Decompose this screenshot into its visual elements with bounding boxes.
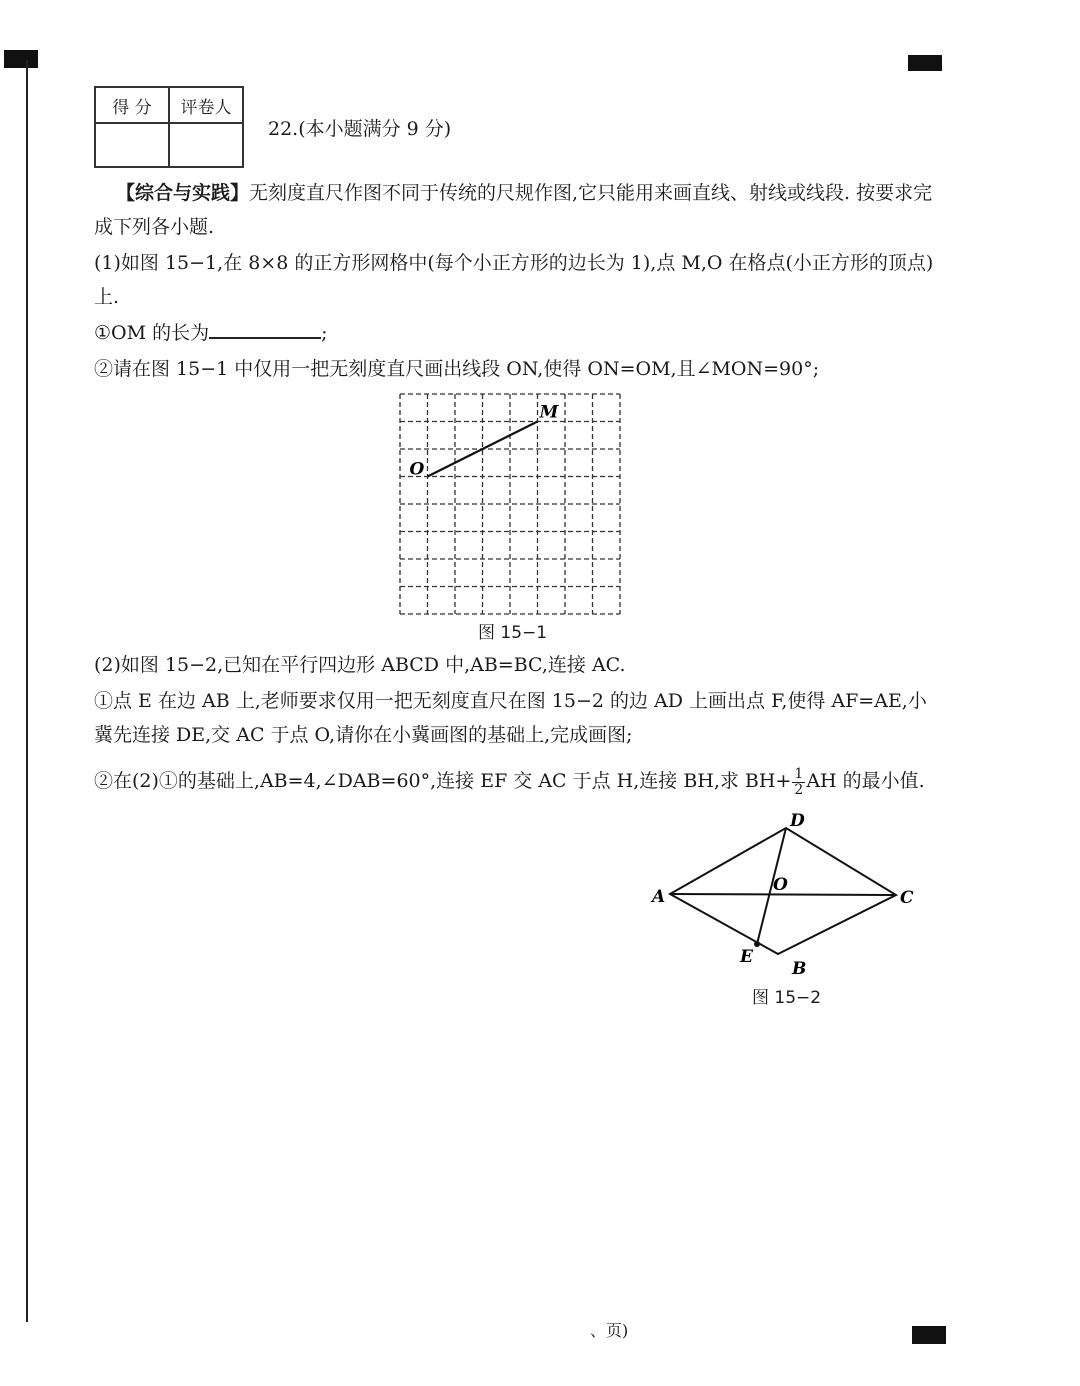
label-o: O (409, 459, 425, 480)
score-table (94, 86, 244, 168)
part2-question1: ①点 E 在边 AB 上,老师要求仅用一把无刻度直尺在图 15−2 的边 AD 上画出点 F,使得 AF=AE,小冀先连接 DE,交 AC 于点 O,请你在小冀画图的基础上,完成画图; (94, 690, 927, 746)
part2-text: (2)如图 15−2,已知在平行四边形 ABCD 中,AB=BC,连接 AC. (94, 654, 626, 676)
label-e: E (740, 947, 753, 967)
grader-cell[interactable] (169, 123, 243, 167)
page-footer: 、页) (590, 1321, 629, 1340)
label-o2: O (773, 875, 788, 895)
intro-tag: 【综合与实践】 (116, 182, 250, 204)
label-m: M (539, 402, 559, 423)
question-title: 22.(本小题满分 9 分) (268, 118, 452, 140)
part1-question1 (94, 316, 942, 350)
label-a: A (652, 887, 666, 907)
part1-text: (1)如图 15−1,在 8×8 的正方形网格中(每个小正方形的边长为 1),点 M,O 在格点(小正方形的顶点)上. (94, 252, 934, 308)
intro-paragraph (94, 176, 942, 244)
registration-mark-top-left (4, 50, 38, 68)
score-label: 得 分 (95, 87, 169, 123)
score-cell[interactable] (95, 123, 169, 167)
part1-q1-prefix: ①OM 的长为 (94, 322, 210, 344)
fraction-half: $\frac{1}{2}$ (794, 765, 804, 798)
part2-question2 (94, 764, 942, 798)
registration-mark-bottom-right (912, 1326, 946, 1344)
figure-15-2-caption: 图 15−2 (752, 988, 822, 1008)
part2-q2-suffix: AH 的最小值. (806, 770, 925, 792)
grid-lines (400, 394, 620, 614)
part1-question2: ②请在图 15−1 中仅用一把无刻度直尺画出线段 ON,使得 ON=OM,且∠MON=90°; (94, 358, 820, 380)
part2-q2-prefix: ②在(2)①的基础上,AB=4,∠DAB=60°,连接 EF 交 AC 于点 H,连接 BH,求 BH+ (94, 770, 792, 792)
figure-15-2 (640, 806, 930, 982)
intro-text: 无刻度直尺作图不同于传统的尺规作图,它只能用来画直线、射线或线段. 按要求完成下列各小题. (94, 182, 933, 238)
answer-blank[interactable] (209, 317, 321, 339)
label-b: B (792, 959, 807, 979)
figure-15-1 (396, 390, 626, 620)
registration-mark-top-right (908, 55, 942, 71)
point-e-dot (754, 941, 760, 947)
figure-15-1-caption: 图 15−1 (478, 623, 548, 643)
binding-rule (26, 60, 28, 1322)
grader-label: 评卷人 (169, 87, 243, 123)
label-d: D (790, 811, 805, 831)
part1-q1-suffix: ; (321, 322, 328, 344)
label-c: C (900, 888, 914, 908)
